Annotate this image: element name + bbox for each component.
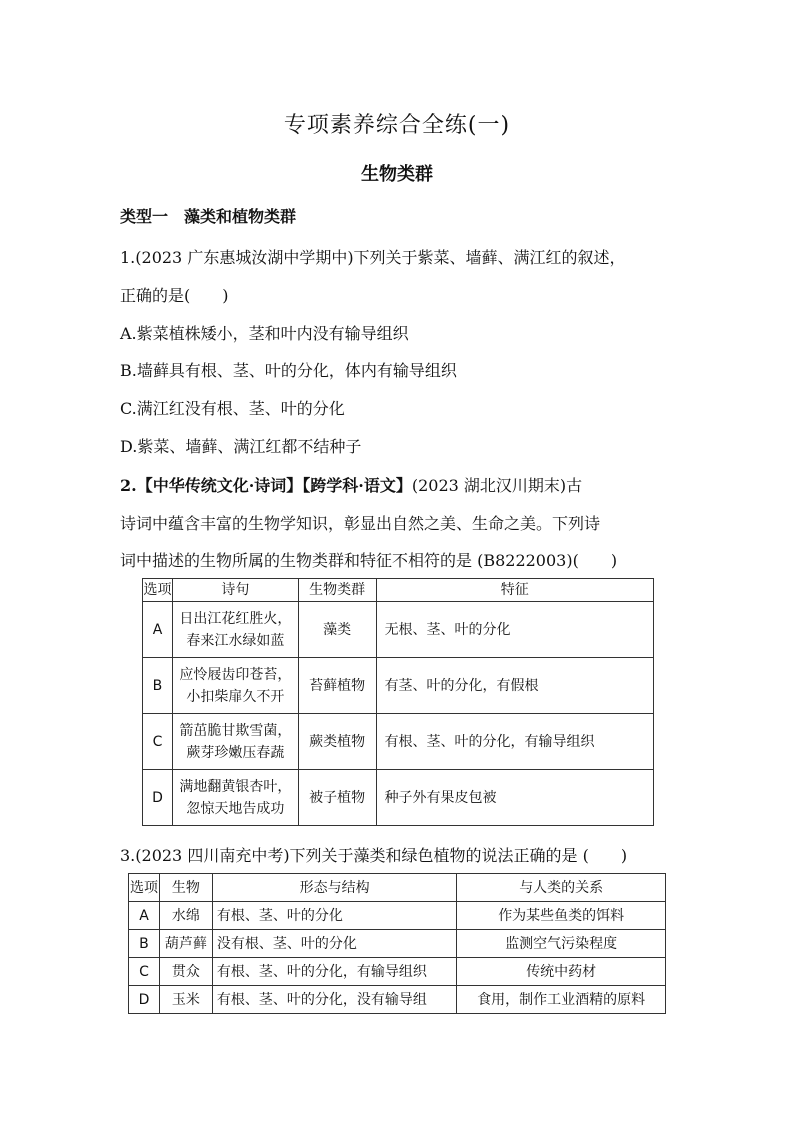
q1-option-c: C.满江红没有根、茎、叶的分化 [120,399,345,418]
poem-line: 日出江花红胜火， [179,610,292,627]
q1-option-a: A.紫菜植株矮小，茎和叶内没有输导组织 [120,324,409,343]
structure-cell: 有根、茎、叶的分化，有输导组织 [212,958,457,986]
poem-cell [172,602,298,658]
page-title: 专项素养综合全练(一) [283,113,511,138]
table-row [129,902,666,930]
section-heading: 类型一 藻类和植物类群 [120,207,297,226]
header-cell: 生物 [159,874,212,902]
option-cell: D [143,770,173,826]
organism-cell: 水绵 [159,902,212,930]
q2-stem-line2: 诗词中蕴含丰富的生物学知识，彰显出自然之美、生命之美。下列诗 [120,514,601,533]
relation-cell: 食用，制作工业酒精的原料 [457,986,666,1014]
header-cell: 生物类群 [298,579,376,602]
q2-table [142,578,654,826]
page-subtitle: 生物类群 [361,164,433,185]
relation-cell: 监测空气污染程度 [457,930,666,958]
group-cell: 蕨类植物 [298,714,376,770]
structure-cell: 有根、茎、叶的分化，没有输导组 [212,986,457,1014]
table-row [143,658,654,714]
feature-cell: 有根、茎、叶的分化，有输导组织 [376,714,653,770]
header-cell: 诗句 [172,579,298,602]
group-cell: 藻类 [298,602,376,658]
feature-cell: 无根、茎、叶的分化 [376,602,653,658]
relation-cell: 传统中药材 [457,958,666,986]
q1-stem-line1: 1.(2023 广东惠城汝湖中学期中)下列关于紫菜、墙藓、满江红的叙述， [120,248,626,267]
table-header-row [143,579,654,602]
organism-cell: 葫芦藓 [159,930,212,958]
organism-cell: 玉米 [159,986,212,1014]
q1-option-d: D.紫菜、墙藓、满江红都不结种子 [120,437,362,456]
table-row [143,770,654,826]
poem-line: 满地翻黄银杏叶， [179,778,292,795]
q2-source: (2023 湖北汉川期末)古 [411,476,583,495]
table-row [143,602,654,658]
header-cell: 形态与结构 [212,874,457,902]
header-cell: 选项 [143,579,173,602]
q2-tags: 2.【中华传统文化·诗词】【跨学科·语文】 [120,476,412,495]
table-row [129,930,666,958]
option-cell: A [143,602,173,658]
poem-line: 应怜屐齿印苍苔， [179,666,292,683]
feature-cell: 种子外有果皮包被 [376,770,653,826]
table-row [129,958,666,986]
q1-option-b: B.墙藓具有根、茎、叶的分化，体内有输导组织 [120,361,457,380]
poem-cell [172,658,298,714]
organism-cell: 贯众 [159,958,212,986]
table-header-row [129,874,666,902]
option-cell: D [129,986,160,1014]
poem-cell [172,770,298,826]
feature-cell: 有茎、叶的分化，有假根 [376,658,653,714]
table-row [129,986,666,1014]
header-cell: 特征 [376,579,653,602]
option-cell: B [143,658,173,714]
poem-cell [172,714,298,770]
poem-line: 箭茁脆甘欺雪菌， [179,722,292,739]
q1-stem-line2: 正确的是( ) [120,286,229,305]
poem-line: 忽惊天地告成功 [186,800,285,817]
poem-line: 蕨芽珍嫩压春蔬 [186,744,285,761]
poem-line: 春来江水绿如蓝 [186,632,285,649]
option-cell: C [129,958,160,986]
group-cell: 被子植物 [298,770,376,826]
option-cell: B [129,930,160,958]
option-cell: C [143,714,173,770]
relation-cell: 作为某些鱼类的饵料 [457,902,666,930]
q3-table [128,873,666,1014]
q3-stem-line1: 3.(2023 四川南充中考)下列关于藻类和绿色植物的说法正确的是 ( ) [120,846,628,865]
group-cell: 苔藓植物 [298,658,376,714]
q2-stem-line3: 词中描述的生物所属的生物类群和特征不相符的是 (B8222003)( ) [120,551,618,570]
header-cell: 选项 [129,874,160,902]
q2-stem-line1 [120,476,582,496]
structure-cell: 没有根、茎、叶的分化 [212,930,457,958]
table-row [143,714,654,770]
option-cell: A [129,902,160,930]
poem-line: 小扣柴扉久不开 [186,688,285,705]
header-cell: 与人类的关系 [457,874,666,902]
structure-cell: 有根、茎、叶的分化 [212,902,457,930]
